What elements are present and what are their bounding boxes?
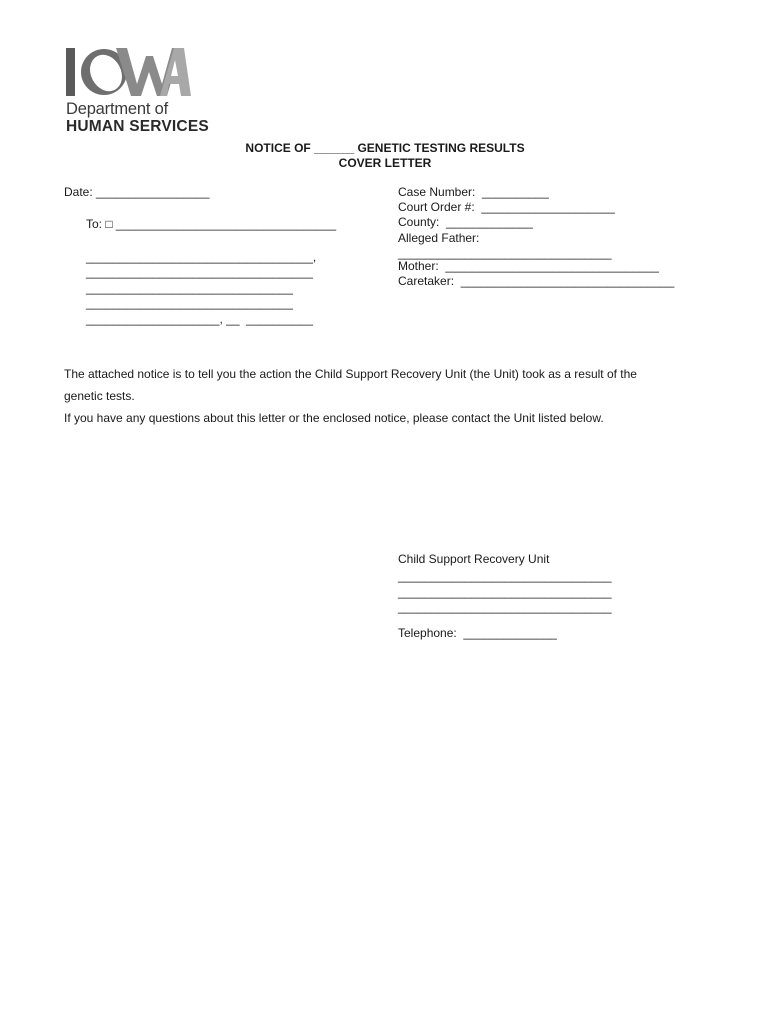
body-paragraph-contact: If you have any questions about this letter or the enclosed notice, please contact the Unit listed below. (64, 411, 604, 425)
recipient-address-line: _______________________________ (86, 296, 293, 310)
recipient-address-line: __________________________________ (86, 265, 313, 279)
date-field: Date: _________________ (64, 185, 210, 199)
notice-title: NOTICE OF ______ GENETIC TESTING RESULTS (245, 141, 525, 155)
alleged-father-label: Alleged Father: (398, 231, 480, 245)
logo-agency-text: HUMAN SERVICES (66, 118, 209, 135)
county-field: County: _____________ (398, 215, 533, 229)
recipient-city-state-zip-line: ____________________, __ __________ (86, 312, 313, 326)
case-number-field: Case Number: __________ (398, 185, 549, 199)
recipient-address-line: _______________________________ (86, 281, 293, 295)
unit-name: Child Support Recovery Unit (398, 552, 550, 566)
to-field: To: □ _________________________________ (86, 217, 337, 231)
iowa-wordmark-icon (64, 42, 192, 98)
court-order-field: Court Order #: ____________________ (398, 200, 615, 214)
notice-subtitle: COVER LETTER (338, 156, 432, 170)
body-paragraph-line: genetic tests. (64, 389, 135, 403)
iowa-dhs-logo (64, 42, 209, 137)
unit-address-line: ________________________________ (398, 585, 612, 599)
unit-address-line: ________________________________ (398, 600, 612, 614)
body-paragraph-line: The attached notice is to tell you the action the Child Support Recovery Unit (the Unit) took as a result of the (64, 367, 637, 381)
unit-address-line: ________________________________ (398, 569, 612, 583)
mother-field: Mother: ________________________________ (398, 259, 659, 273)
caretaker-field: Caretaker: ________________________________ (398, 274, 675, 288)
telephone-field: Telephone: ______________ (398, 626, 557, 640)
alleged-father-line: ________________________________ (398, 246, 612, 260)
recipient-address-line: __________________________________, (86, 250, 317, 264)
logo-department-text: Department of (66, 100, 168, 118)
